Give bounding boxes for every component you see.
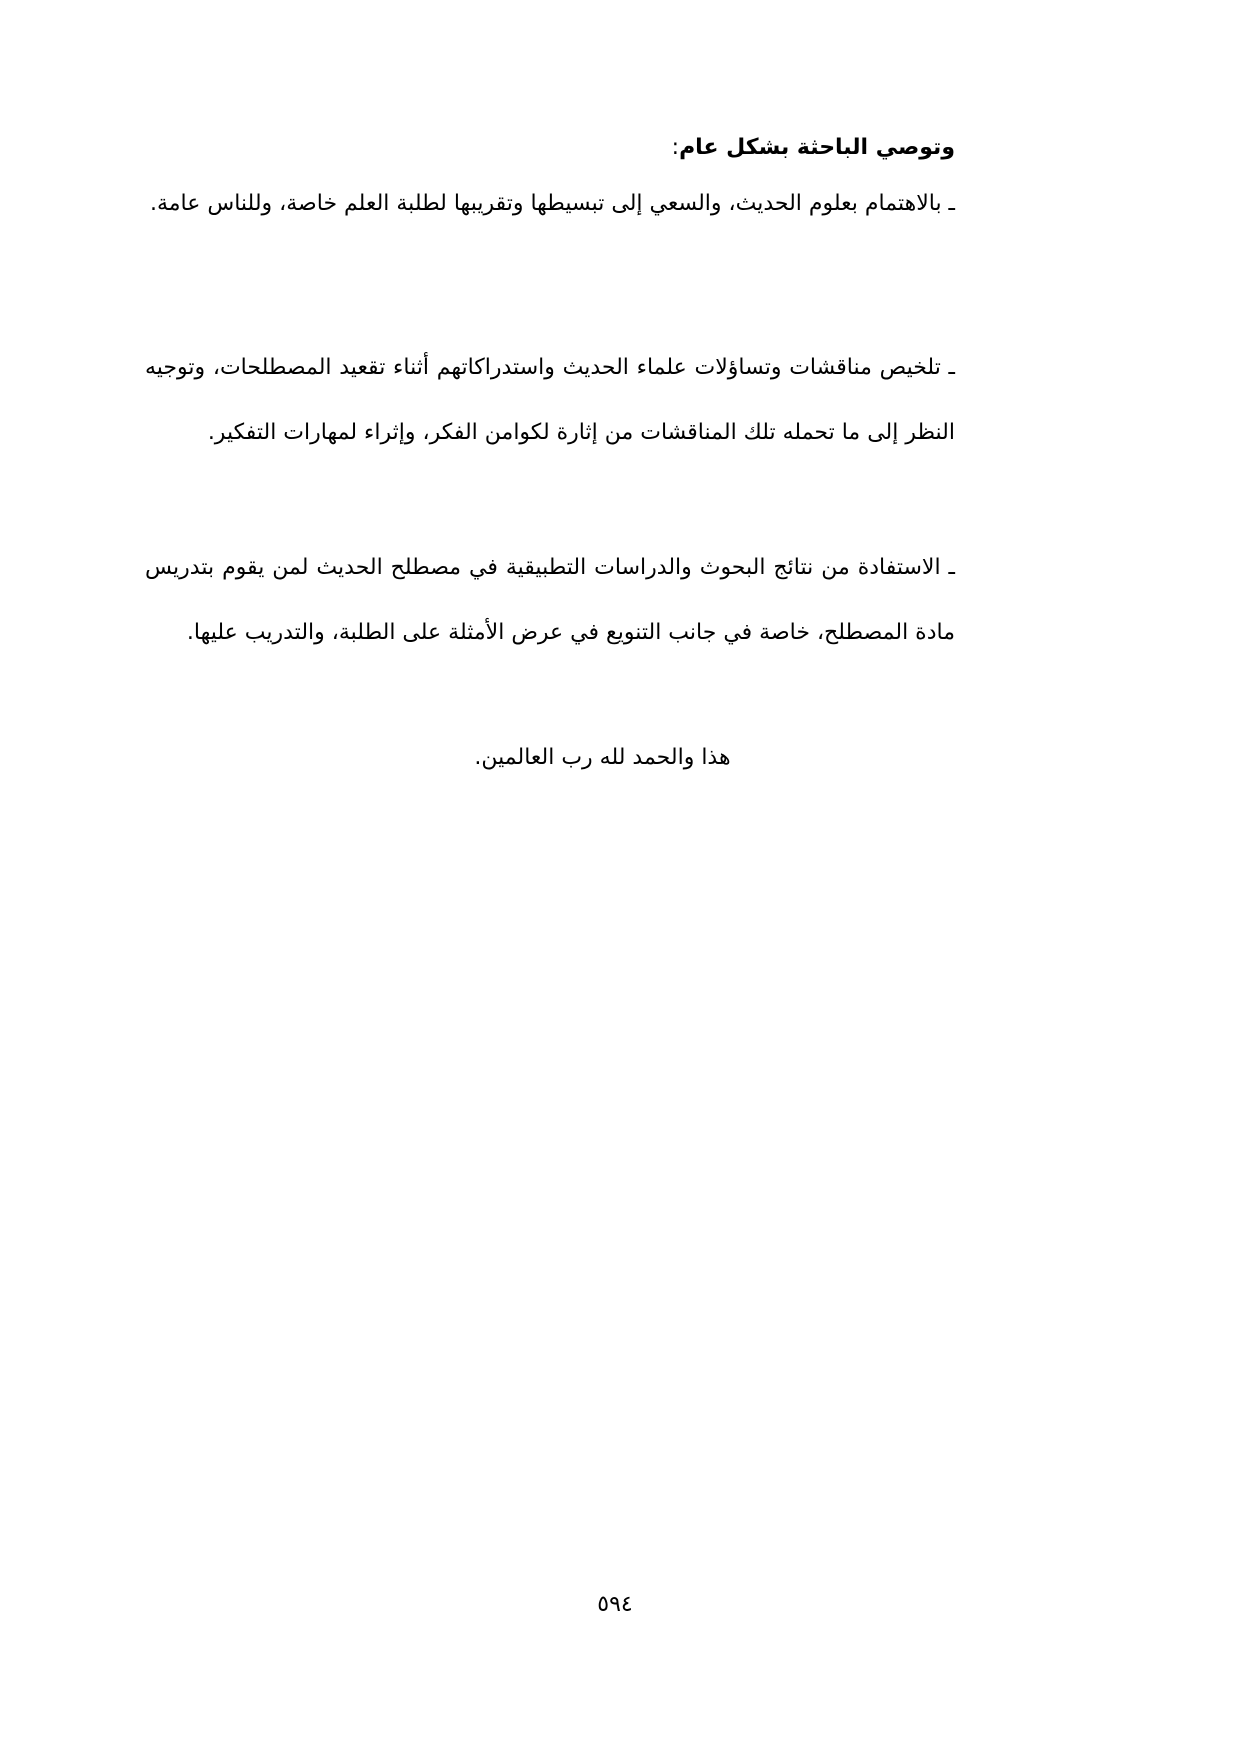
page-number: ٥٩٤ [597, 1592, 633, 1617]
recommendation-paragraph-2: ـ تلخيص مناقشات وتساؤلات علماء الحديث واستدراكاتهم أثناء تقعيد المصطلحات، وتوجيه النظر إلى ما تحمله تلك المناقشات من إثارة لكوامن الفكر، وإثراء لمهارات التفكير. [145, 355, 955, 445]
recommendation-paragraph-3: ـ الاستفادة من نتائج البحوث والدراسات التطبيقية في مصطلح الحديث لمن يقوم بتدريس مادة المصطلح، خاصة في جانب التنويع في عرض الأمثلة على الطلبة، والتدريب عليها. [145, 555, 955, 645]
recommendations-heading [672, 133, 955, 163]
recommendation-paragraph-1: ـ بالاهتمام بعلوم الحديث، والسعي إلى تبسيطها وتقريبها لطلبة العلم خاصة، وللناس عامة. [149, 191, 955, 216]
closing-line: هذا والحمد لله رب العالمين. [474, 745, 731, 770]
heading-text: وتوصي الباحثة بشكل عام [679, 135, 955, 160]
heading-colon: : [671, 135, 680, 160]
